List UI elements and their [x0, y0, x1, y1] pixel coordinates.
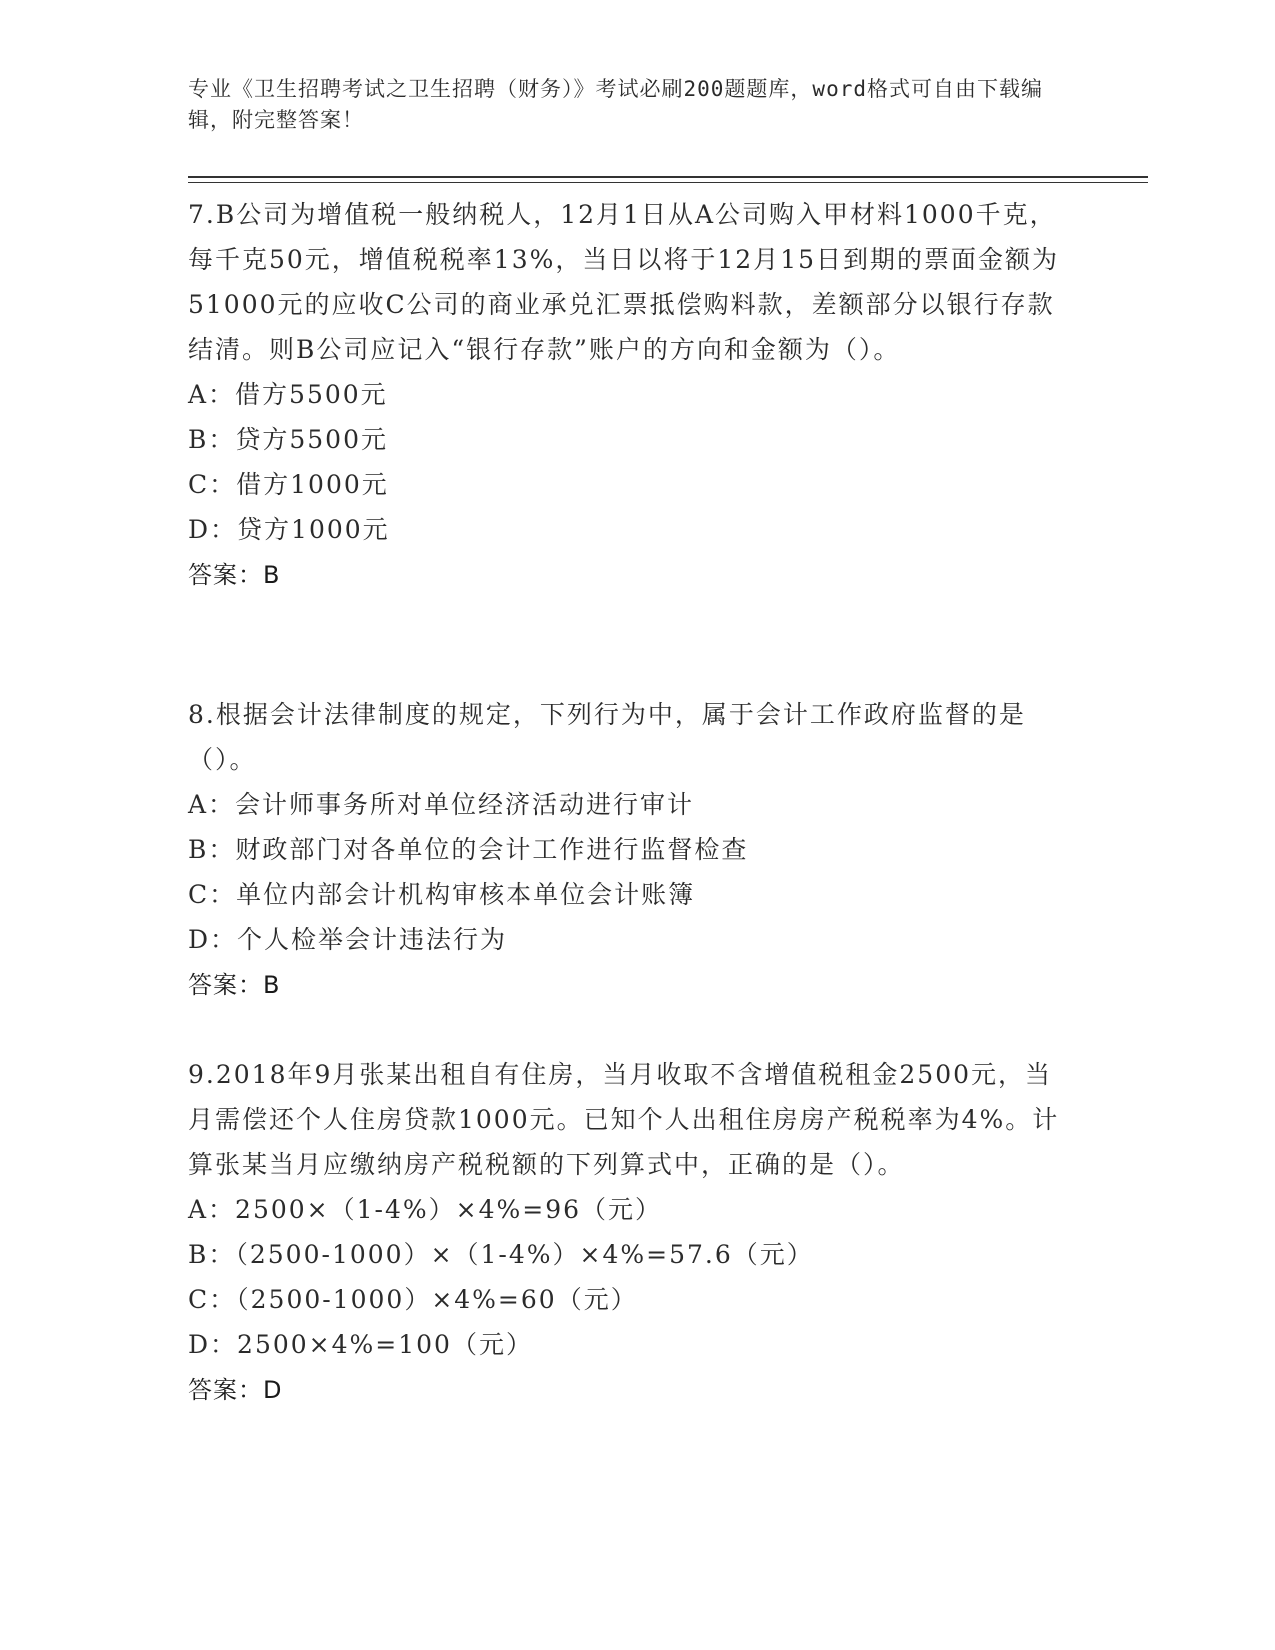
question-8 [188, 692, 1078, 1008]
header-rule-thin [188, 182, 1148, 183]
option-a: A：2500×（1-4%）×4%=96（元） [188, 1195, 663, 1224]
answer-line: 答案：D [188, 1376, 283, 1404]
option-c: C：单位内部会计机构审核本单位会计账簿 [188, 880, 696, 909]
option-d: D：2500×4%=100（元） [188, 1330, 533, 1359]
document-header: 专业《卫生招聘考试之卫生招聘（财务）》考试必刷200题题库，word格式可自由下载编辑，附完整答案！ [188, 77, 1043, 132]
option-a: A：借方5500元 [188, 380, 388, 409]
question-9 [188, 1052, 1078, 1413]
option-a: A：会计师事务所对单位经济活动进行审计 [188, 790, 695, 819]
option-b: B：（2500-1000）×（1-4%）×4%=57.6（元） [188, 1240, 814, 1269]
question-text: 8.根据会计法律制度的规定，下列行为中，属于会计工作政府监督的是（）。 [188, 700, 1026, 774]
option-b: B：财政部门对各单位的会计工作进行监督检查 [188, 835, 749, 864]
header-rule-thick [188, 176, 1148, 178]
option-b: B：贷方5500元 [188, 425, 388, 454]
option-c: C：借方1000元 [188, 470, 389, 499]
question-text: 9.2018年9月张某出租自有住房，当月收取不含增值税租金2500元，当月需偿还个人住房贷款1000元。已知个人出租住房房产税税率为4%。计算张某当月应缴纳房产税税额的下列算式中，正确的是（）。 [188, 1060, 1060, 1179]
answer-line: 答案：B [188, 561, 281, 589]
question-text: 7.B公司为增值税一般纳税人，12月1日从A公司购入甲材料1000千克，每千克50元，增值税税率13%，当日以将于12月15日到期的票面金额为51000元的应收C公司的商业承兑汇票抵偿购料款，差额部分以银行存款结清。则B公司应记入“银行存款”账户的方向和金额为（）。 [188, 200, 1060, 364]
answer-line: 答案：B [188, 971, 281, 999]
option-d: D：贷方1000元 [188, 515, 390, 544]
option-c: C：（2500-1000）×4%=60（元） [188, 1285, 638, 1314]
question-7 [188, 192, 1078, 598]
option-d: D：个人检举会计违法行为 [188, 925, 508, 954]
